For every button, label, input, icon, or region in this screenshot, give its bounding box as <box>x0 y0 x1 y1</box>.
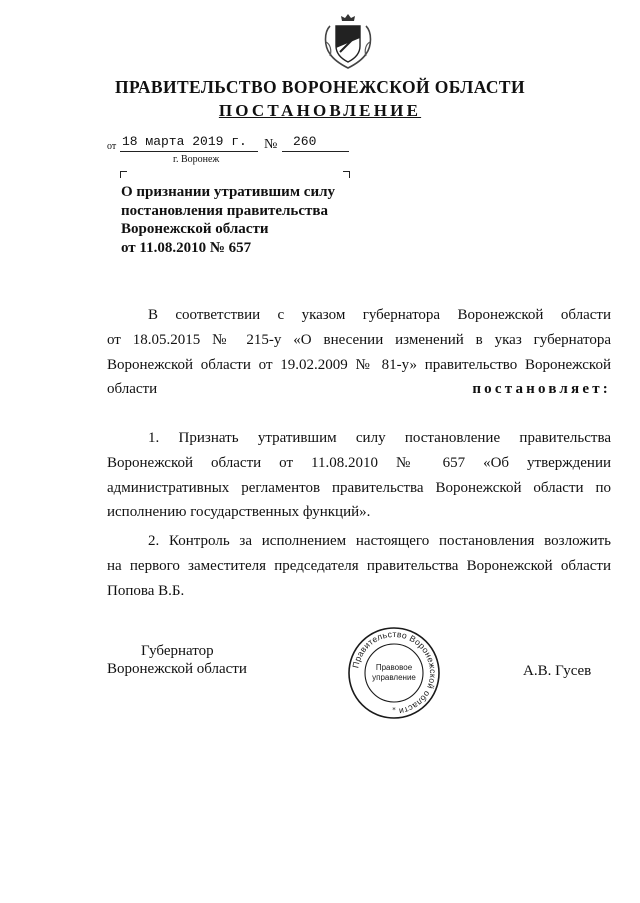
preamble-last-word: области <box>107 381 158 398</box>
bracket-left <box>120 171 127 178</box>
subject-line: О признании утратившим силу <box>121 184 335 200</box>
document-type-title: ПОСТАНОВЛЕНИЕ <box>218 101 422 120</box>
document-number: 260 <box>293 134 317 149</box>
item-line: административных регламентов правительства Воронежской области по <box>107 479 611 496</box>
preamble-last-line <box>107 377 611 402</box>
date-underline <box>120 151 258 152</box>
preamble-line: В соответствии с указом губернатора Воронежской области <box>148 307 611 323</box>
decree-item-1 <box>107 426 611 525</box>
item-line: 2. Контроль за исполнением настоящего постановления возложить <box>148 533 611 549</box>
date-from-label: от <box>107 141 117 152</box>
preamble-line: Воронежской области от 19.02.2009 № 81-у» правительство Воронежской <box>107 356 611 373</box>
subject-line: постановления правительства <box>121 202 328 219</box>
subject-line: от 11.08.2010 № 657 <box>121 239 252 256</box>
decree-item-2 <box>107 529 611 603</box>
stamp-star-icon: * <box>392 706 396 714</box>
official-stamp <box>347 626 441 720</box>
item-line: на первого заместителя председателя правительства Воронежской области <box>107 557 611 574</box>
bracket-right <box>343 171 350 178</box>
signatory-title-line1: Губернатор <box>141 643 214 659</box>
number-underline <box>282 151 349 152</box>
item-line: Воронежской области от 11.08.2010 № 657 «Об утверждении <box>107 454 611 471</box>
preamble <box>107 303 611 402</box>
item-line: 1. Признать утратившим силу постановление правительства <box>148 430 611 446</box>
number-label: № <box>264 137 278 152</box>
stamp-ring-text: Правительство Воронежской области <box>350 628 439 717</box>
stamp-inner-line1: Правовое <box>375 663 413 672</box>
government-title: ПРАВИТЕЛЬСТВО ВОРОНЕЖСКОЙ ОБЛАСТИ <box>114 77 526 97</box>
decree-keyword: постановляет: <box>472 381 611 398</box>
document-subject <box>121 183 335 257</box>
signatory-title-line2: Воронежской области <box>107 661 247 677</box>
subject-line: Воронежской области <box>121 221 269 238</box>
document-date: 18 марта 2019 г. <box>122 134 247 149</box>
item-line: исполнению государственных функций». <box>107 504 371 521</box>
signatory-name: А.В. Гусев <box>523 663 592 679</box>
coat-of-arms-icon <box>320 12 376 70</box>
preamble-line: от 18.05.2015 № 215-у «О внесении изменений в указ губернатора <box>107 331 611 348</box>
city-label: г. Воронеж <box>173 154 220 165</box>
stamp-inner-line2: управление <box>372 673 416 682</box>
item-line: Попова В.Б. <box>107 582 185 599</box>
